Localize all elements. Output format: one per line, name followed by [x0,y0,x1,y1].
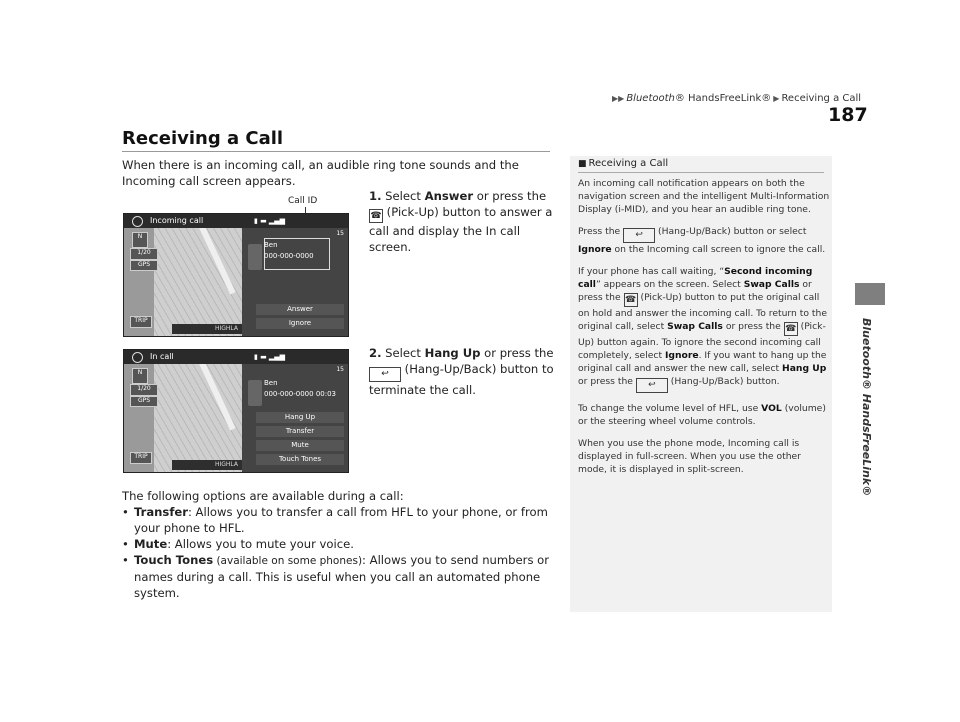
home-icon [132,352,143,363]
pickup-button-icon: ☎ [370,211,382,221]
note-text: To change the volume level of HFL, use [578,403,762,414]
hangup-back-button-icon: ↩ [369,367,401,382]
volume-level: 15 [336,366,344,373]
note-paragraph [578,225,830,256]
transfer-button: Transfer [256,426,344,437]
page-title: Receiving a Call [122,128,284,149]
step-2 [369,345,559,398]
street-name: HIGHLA [172,324,242,334]
intro-paragraph: When there is an incoming call, an audible ring tone sounds and the Incoming call screen appears. [122,158,519,188]
compass-icon: N [132,232,148,248]
trip-button: TRIP [130,452,152,464]
page-number: 187 [828,104,868,126]
breadcrumb-item-current: Receiving a Call [781,93,862,104]
pickup-button-icon: ☎ [624,295,637,305]
volume-level: 15 [336,230,344,237]
option-ignore: Ignore [664,350,699,361]
phone-status-icon: ▮ ▬ ▂▄▆ [254,353,286,361]
title-divider [122,151,550,152]
step-text: (Pick-Up) button to answer a call and display the In call screen. [369,205,553,254]
chapter-label [857,318,877,618]
note-text: ” appears on the screen. Select [595,279,744,290]
breadcrumb-item-hfl: ® HandsFreeLink® [674,93,772,104]
hang-up-button: Hang Up [256,412,344,423]
note-body [578,177,830,485]
mute-button: Mute [256,440,344,451]
caller-name: Ben [264,379,278,387]
note-text: or press the [722,321,784,332]
options-section [122,488,562,601]
note-marker-icon: ■ [578,159,587,169]
note-text: If your phone has call waiting, “ [578,266,725,277]
step-text: or press the [480,346,554,360]
note-text: or press the [578,279,812,303]
step-number: 1. [369,189,382,203]
note-paragraph [578,402,830,428]
option-ignore: Ignore [578,244,612,255]
caller-number: 000-000-0000 00:03 [264,390,336,398]
trip-button: TRIP [130,316,152,328]
option-second-incoming-call: Second incoming call [578,266,813,290]
hangup-back-button-icon: ↩ [636,378,668,393]
chapter-label-text: Bluetooth® HandsFreeLink® [860,318,873,497]
ignore-button: Ignore [256,318,344,329]
street-name: HIGHLA [172,460,242,470]
step-1 [369,188,559,255]
touch-tones-button: Touch Tones [256,454,344,465]
step-text: (Hang-Up/Back) button to terminate the call. [369,362,554,397]
note-divider [578,172,824,173]
note-text: (Hang-Up/Back) button or select [655,226,807,237]
note-text: Press the [578,226,624,237]
caller-name: Ben [264,241,278,249]
note-text: . If you want to hang up the original call and answer the new call, select [578,350,827,374]
call-panel [242,364,348,472]
options-list [122,504,562,601]
call-id-label: Call ID [288,196,318,206]
gps-indicator: GPS [130,396,158,407]
map-scale: 1/20 [130,248,158,260]
map-scale: 1/20 [130,384,158,396]
step-text: or press the [473,189,547,203]
compass-icon: N [132,368,148,384]
chapter-tab [855,283,885,305]
option-note: (available on some phones) [213,555,363,567]
note-text: on the Incoming call screen to ignore the call. [611,244,826,255]
note-paragraph: An incoming call notification appears on both the navigation screen and the intelligent Multi-Information Display (i-MID), and you hear an audible ring tone. [578,178,830,215]
step-text: Select [385,189,425,203]
pickup-button-icon: ☎ [785,324,797,334]
caller-info [264,240,314,262]
options-intro: The following options are available during a call: [122,489,404,503]
phone-icon [248,244,262,270]
hangup-back-button-icon: ↩ [623,228,655,243]
note-title-text: Receiving a Call [588,158,669,169]
note-paragraph [578,265,830,393]
note-text: (Hang-Up/Back) button. [667,376,780,387]
caller-info [264,378,336,400]
option-desc: : Allows you to transfer a call from HFL to your phone, or from your phone to HFL. [134,505,548,535]
option-name: Touch Tones [134,553,214,567]
note-title [578,158,668,169]
list-item [122,552,562,601]
incoming-call-screen [123,213,349,337]
note-text: or press the [578,376,636,387]
option-desc: : Allows you to send numbers or names during a call. This is useful when you call an automated phone system. [134,553,550,600]
phone-status-icon: ▮ ▬ ▂▄▆ [254,217,286,225]
screen-title: Incoming call [150,216,204,225]
note-text: (volume) or the steering wheel volume controls. [578,403,826,427]
option-swap-calls: Swap Calls [667,321,723,332]
home-icon [132,216,143,227]
side-note [570,156,832,612]
breadcrumb-arrow: ▶▶ [612,94,625,103]
list-item [122,536,562,552]
note-text: (Pick-Up) button again. To ignore the second incoming call completely, select [578,321,826,361]
option-name: Mute [134,537,168,551]
answer-button: Answer [256,304,344,315]
note-paragraph: When you use the phone mode, Incoming call is displayed in full-screen. When you use the other mode, it is displayed in split-screen. [578,438,801,475]
breadcrumb-separator: ▶ [773,94,780,103]
step-text: Select [385,346,425,360]
screen-title: In call [150,352,174,361]
option-desc: : Allows you to mute your voice. [167,537,354,551]
step-number: 2. [369,346,382,360]
gps-indicator: GPS [130,260,158,271]
screen-header [124,350,348,364]
option-hang-up: Hang Up [424,346,481,360]
option-hang-up: Hang Up [782,363,827,374]
breadcrumb-item-bluetooth: Bluetooth [626,93,675,104]
caller-number: 000-000-0000 [264,252,314,260]
option-answer: Answer [424,189,474,203]
screen-header [124,214,348,228]
option-name: Transfer [134,505,188,519]
option-vol: VOL [761,403,782,414]
option-swap-calls: Swap Calls [743,279,800,290]
call-panel [242,228,348,336]
in-call-screen [123,349,349,473]
phone-icon [248,380,262,406]
note-text: (Pick-Up) button to put the original call on hold and answer the incoming call. To return to the original call, select [578,292,827,332]
breadcrumb [610,93,861,104]
list-item [122,504,562,536]
